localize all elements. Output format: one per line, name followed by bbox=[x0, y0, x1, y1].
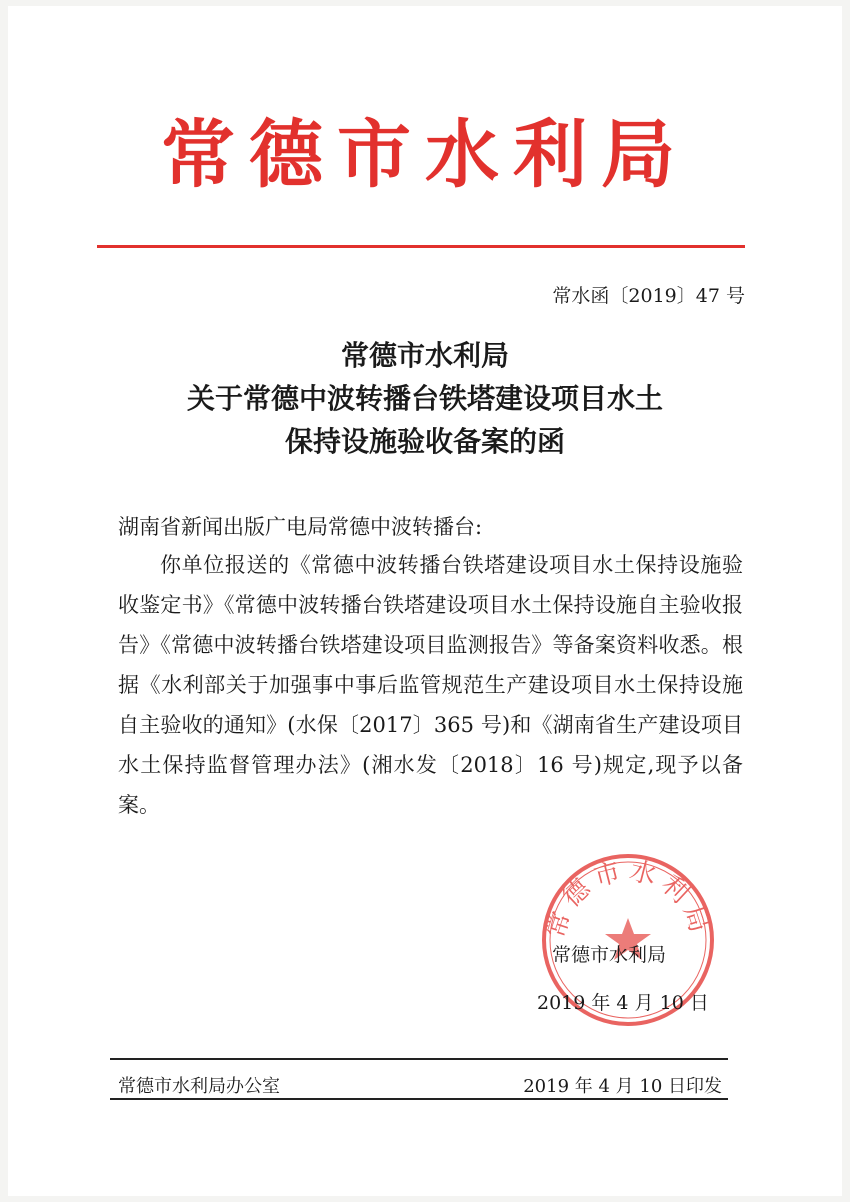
red-divider bbox=[97, 245, 745, 248]
title-line-2: 关于常德中波转播台铁塔建设项目水土 bbox=[186, 382, 663, 415]
title-line-3: 保持设施验收备案的函 bbox=[284, 425, 565, 458]
footer-issuer: 常德市水利局办公室 bbox=[118, 1076, 280, 1097]
sign-date: 2019 年 4 月 10 日 bbox=[537, 992, 709, 1014]
seal-text: 常德市水利局 bbox=[540, 855, 716, 942]
document-title bbox=[0, 334, 850, 463]
addressee: 湖南省新闻出版广电局常德中波转播台: bbox=[118, 515, 483, 539]
masthead: 常德市水利局 bbox=[161, 112, 689, 198]
body-paragraph: 你单位报送的《常德中波转播台铁塔建设项目水土保持设施验收鉴定书》《常德中波转播台铁塔建设项目水土保持设施自主验收报告》《常德中波转播台铁塔建设项目监测报告》等备案资料收悉。根据《水利部关于加强事中事后监管规范生产建设项目水土保持设施自主验收的通知》(水保〔2017〕365 号)和《湖南省生产建设项目水土保持监督管理办法》(湘水发〔2018〕16 号)规定,现予以备案。 bbox=[118, 553, 743, 817]
signer: 常德市水利局 bbox=[552, 944, 667, 966]
document-number: 常水函〔2019〕47 号 bbox=[552, 285, 745, 307]
footer-top-rule bbox=[110, 1058, 728, 1060]
title-line-1: 常德市水利局 bbox=[340, 339, 509, 372]
footer-bottom-rule bbox=[110, 1098, 728, 1100]
footer-issue-date: 2019 年 4 月 10 日印发 bbox=[523, 1076, 722, 1097]
